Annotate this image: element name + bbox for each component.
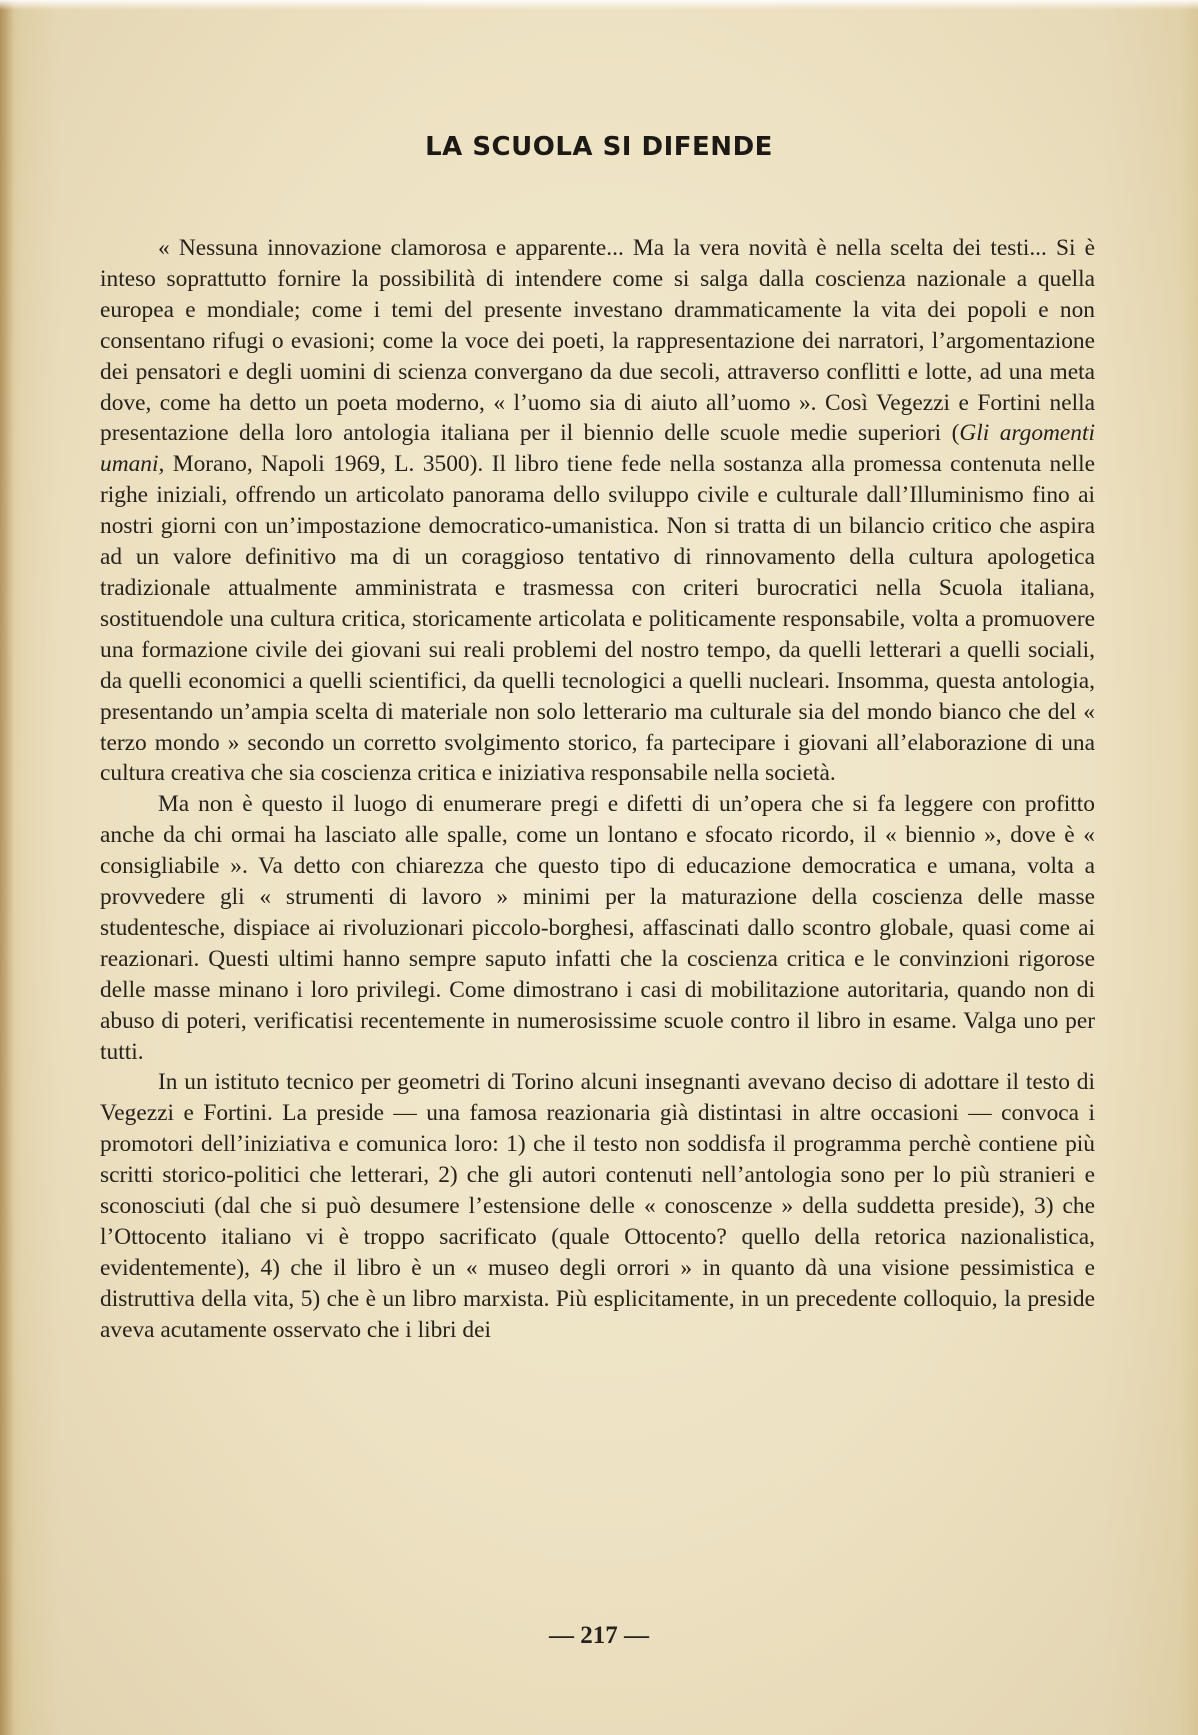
article-body [100,233,1095,1346]
book-title: Gli argomenti umani, [100,420,1095,478]
paragraph-1-text-after: Morano, Napoli 1969, L. 3500). Il libro tiene fede nella sostanza alla promessa contenuta nelle righe iniziali, offrendo un articolato panorama dello sviluppo civile e culturale dall’Illuminismo fino ai nostri giorni con un’impostazione democratico-umanistica. Non si tratta di un bilancio critico che aspira ad un valore definitivo ma di un coraggioso tentativo di rinnovamento della cultura apologetica tradizionale attualmente amministrata e trasmessa con criteri burocratici nella Scuola italiana, sostituendole una cultura critica, storicamente articolata e politicamente responsabile, volta a promuovere una formazione civile dei giovani sui reali problemi del nostro tempo, da quelli letterari a quelli sociali, da quelli economici a quelli scientifici, da quelli tecnologici a quelli nucleari. Insomma, questa antologia, presentando un’ampia scelta di materiale non solo letterario ma culturale sia del mondo bianco che del « terzo mondo » secondo un corretto svolgimento storico, fa partecipare i giovani all’elaborazione di una cultura creativa che sia coscienza critica e iniziativa responsabile nella società. [100,451,1095,787]
article-title: LA SCUOLA SI DIFENDE [425,132,773,162]
paragraph-1-text-before: « Nessuna innovazione clamorosa e apparente... Ma la vera novità è nella scelta dei testi... Si è inteso soprattutto fornire la possibilità di intendere come si salga dalla coscienza nazionale a quella europea e mondiale; come i temi del presente investano drammaticamente la vita dei popoli e non consentano rifugi o evasioni; come la voce dei poeti, la rappresentazione dei narratori, l’argomentazione dei pensatori e degli uomini di scienza convergano da due secoli, attraverso conflitti e lotte, ad una meta dove, come ha detto un poeta moderno, « l’uomo sia di aiuto all’uomo ». Così Vegezzi e Fortini nella presentazione della loro antologia italiana per il biennio delle scuole medie superiori ( [100,235,1095,447]
page-binding-shadow [0,0,14,1735]
page-top-edge [0,0,1198,10]
page-number: — 217 — [549,1622,649,1649]
paragraph-1 [100,233,1095,789]
paragraph-3: In un istituto tecnico per geometri di Torino alcuni insegnanti avevano deciso di adottare il testo di Vegezzi e Fortini. La preside — una famosa reazionaria già distintasi in altre occasioni — convoca i promotori dell’iniziativa e comunica loro: 1) che il testo non soddisfa il programma perchè contiene più scritti storico-politici che letterari, 2) che gli autori contenuti nell’antologia sono per lo più stranieri e sconosciuti (dal che si può desumere l’estensione delle « conoscenze » della suddetta preside), 3) che l’Ottocento italiano vi è troppo sacrificato (quale Ottocento? quello della retorica nazionalistica, evidentemente), 4) che il libro è un « museo degli orrori » in quanto dà una visione pessimistica e distruttiva della vita, 5) che è un libro marxista. Più esplicitamente, in un precedente colloquio, la preside aveva acutamente osservato che i libri dei [100,1069,1095,1343]
paragraph-2: Ma non è questo il luogo di enumerare pregi e difetti di un’opera che si fa leggere con profitto anche da chi ormai ha lasciato alle spalle, come un lontano e sfocato ricordo, il « biennio », dove è « consigliabile ». Va detto con chiarezza che questo tipo di educazione democratica e umana, volta a provvedere gli « strumenti di lavoro » minimi per la maturazione della coscienza delle masse studentesche, dispiace ai rivoluzionari piccolo-borghesi, affascinati dallo scontro globale, quasi come ai reazionari. Questi ultimi hanno sempre saputo infatti che la coscienza critica e le convinzioni rigorose delle masse minano i loro privilegi. Come dimostrano i casi di mobilitazione autoritaria, quando non di abuso di poteri, verificatisi recentemente in numerosissime scuole contro il libro in esame. Valga uno per tutti. [100,791,1095,1065]
